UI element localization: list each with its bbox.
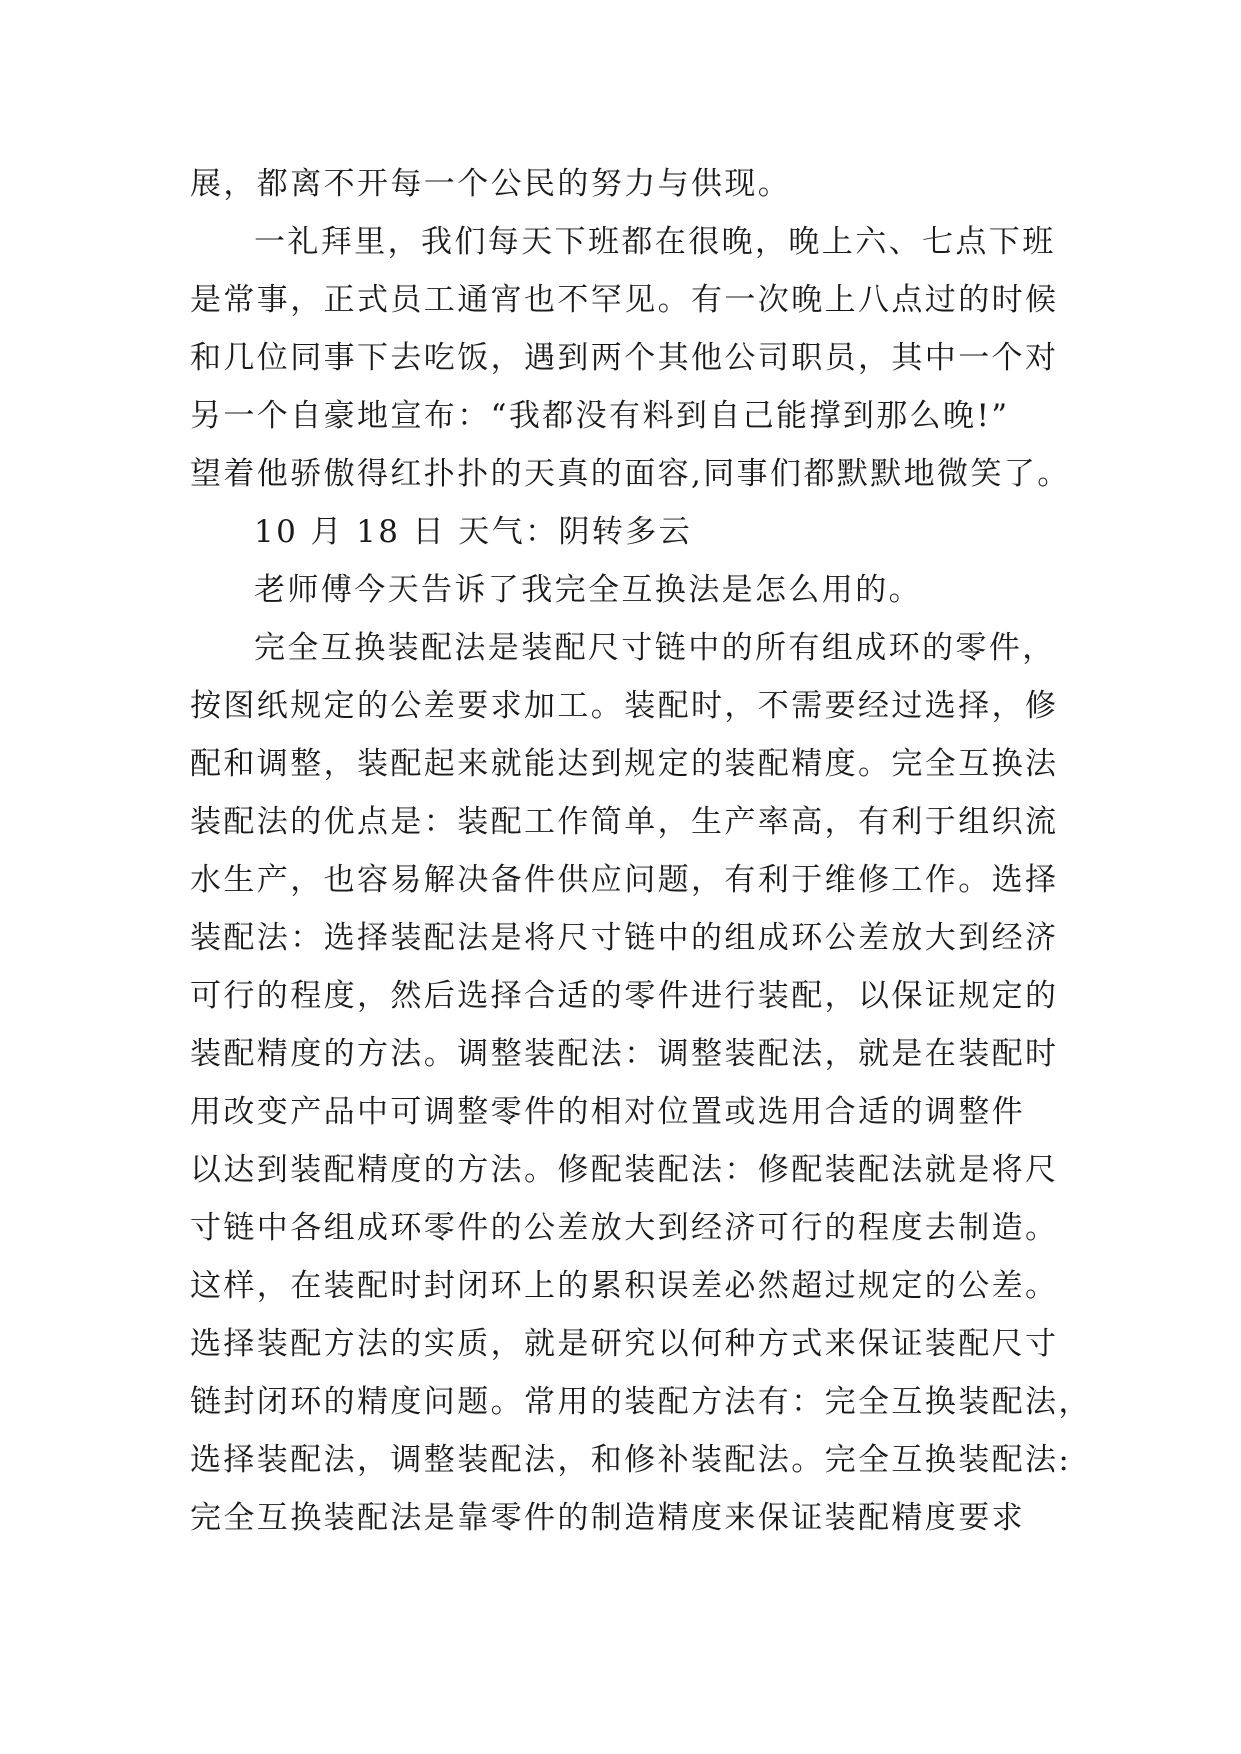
text-line: 按图纸规定的公差要求加工。装配时，不需要经过选择，修 [190,688,1059,724]
text-line: 以达到装配精度的方法。修配装配法：修配装配法就是将尺 [190,1152,1059,1188]
text-line: 可行的程度，然后选择合适的零件进行装配，以保证规定的 [190,978,1059,1014]
text-line: 完全互换装配法是装配尺寸链中的所有组成环的零件， [254,630,1056,666]
text-line: 装配法：选择装配法是将尺寸链中的组成环公差放大到经济 [190,920,1059,956]
text-line: 装配精度的方法。调整装配法：调整装配法，就是在装配时 [190,1036,1059,1072]
text-line: 另一个自豪地宣布：“我都没有料到自己能撑到那么晚!” [190,398,1010,434]
text-line: 配和调整，装配起来就能达到规定的装配精度。完全互换法 [190,746,1059,782]
text-line: 链封闭环的精度问题。常用的装配方法有：完全互换装配法， [190,1384,1092,1420]
text-line: 装配法的优点是：装配工作简单，生产率高，有利于组织流 [190,804,1059,840]
body-text [190,155,1092,1547]
text-line: 完全互换装配法是靠零件的制造精度来保证装配精度要求 [190,1500,1025,1536]
text-line: 一礼拜里，我们每天下班都在很晚，晚上六、七点下班 [254,224,1056,260]
text-line: 水生产，也容易解决备件供应问题，有利于维修工作。选择 [190,862,1059,898]
text-line: 老师傅今天告诉了我完全互换法是怎么用的。 [254,572,922,608]
text-line: 和几位同事下去吃饭，遇到两个其他公司职员，其中一个对 [190,340,1059,376]
text-line: 选择装配法，调整装配法，和修补装配法。完全互换装配法: [190,1442,1072,1478]
text-line: 寸链中各组成环零件的公差放大到经济可行的程度去制造。 [190,1210,1059,1246]
text-line: 是常事，正式员工通宵也不罕见。有一次晚上八点过的时候 [190,282,1059,318]
text-line: 选择装配方法的实质，就是研究以何种方式来保证装配尺寸 [190,1326,1059,1362]
text-line: 展，都离不开每一个公民的努力与供现。 [190,166,792,202]
diary-date-line: 10 月 18 日 天气：阴转多云 [254,514,693,550]
text-line: 望着他骄傲得红扑扑的天真的面容,同事们都默默地微笑了。 [190,456,1071,492]
text-line: 这样，在装配时封闭环上的累积误差必然超过规定的公差。 [190,1268,1059,1304]
text-line: 用改变产品中可调整零件的相对位置或选用合适的调整件 [190,1094,1025,1130]
